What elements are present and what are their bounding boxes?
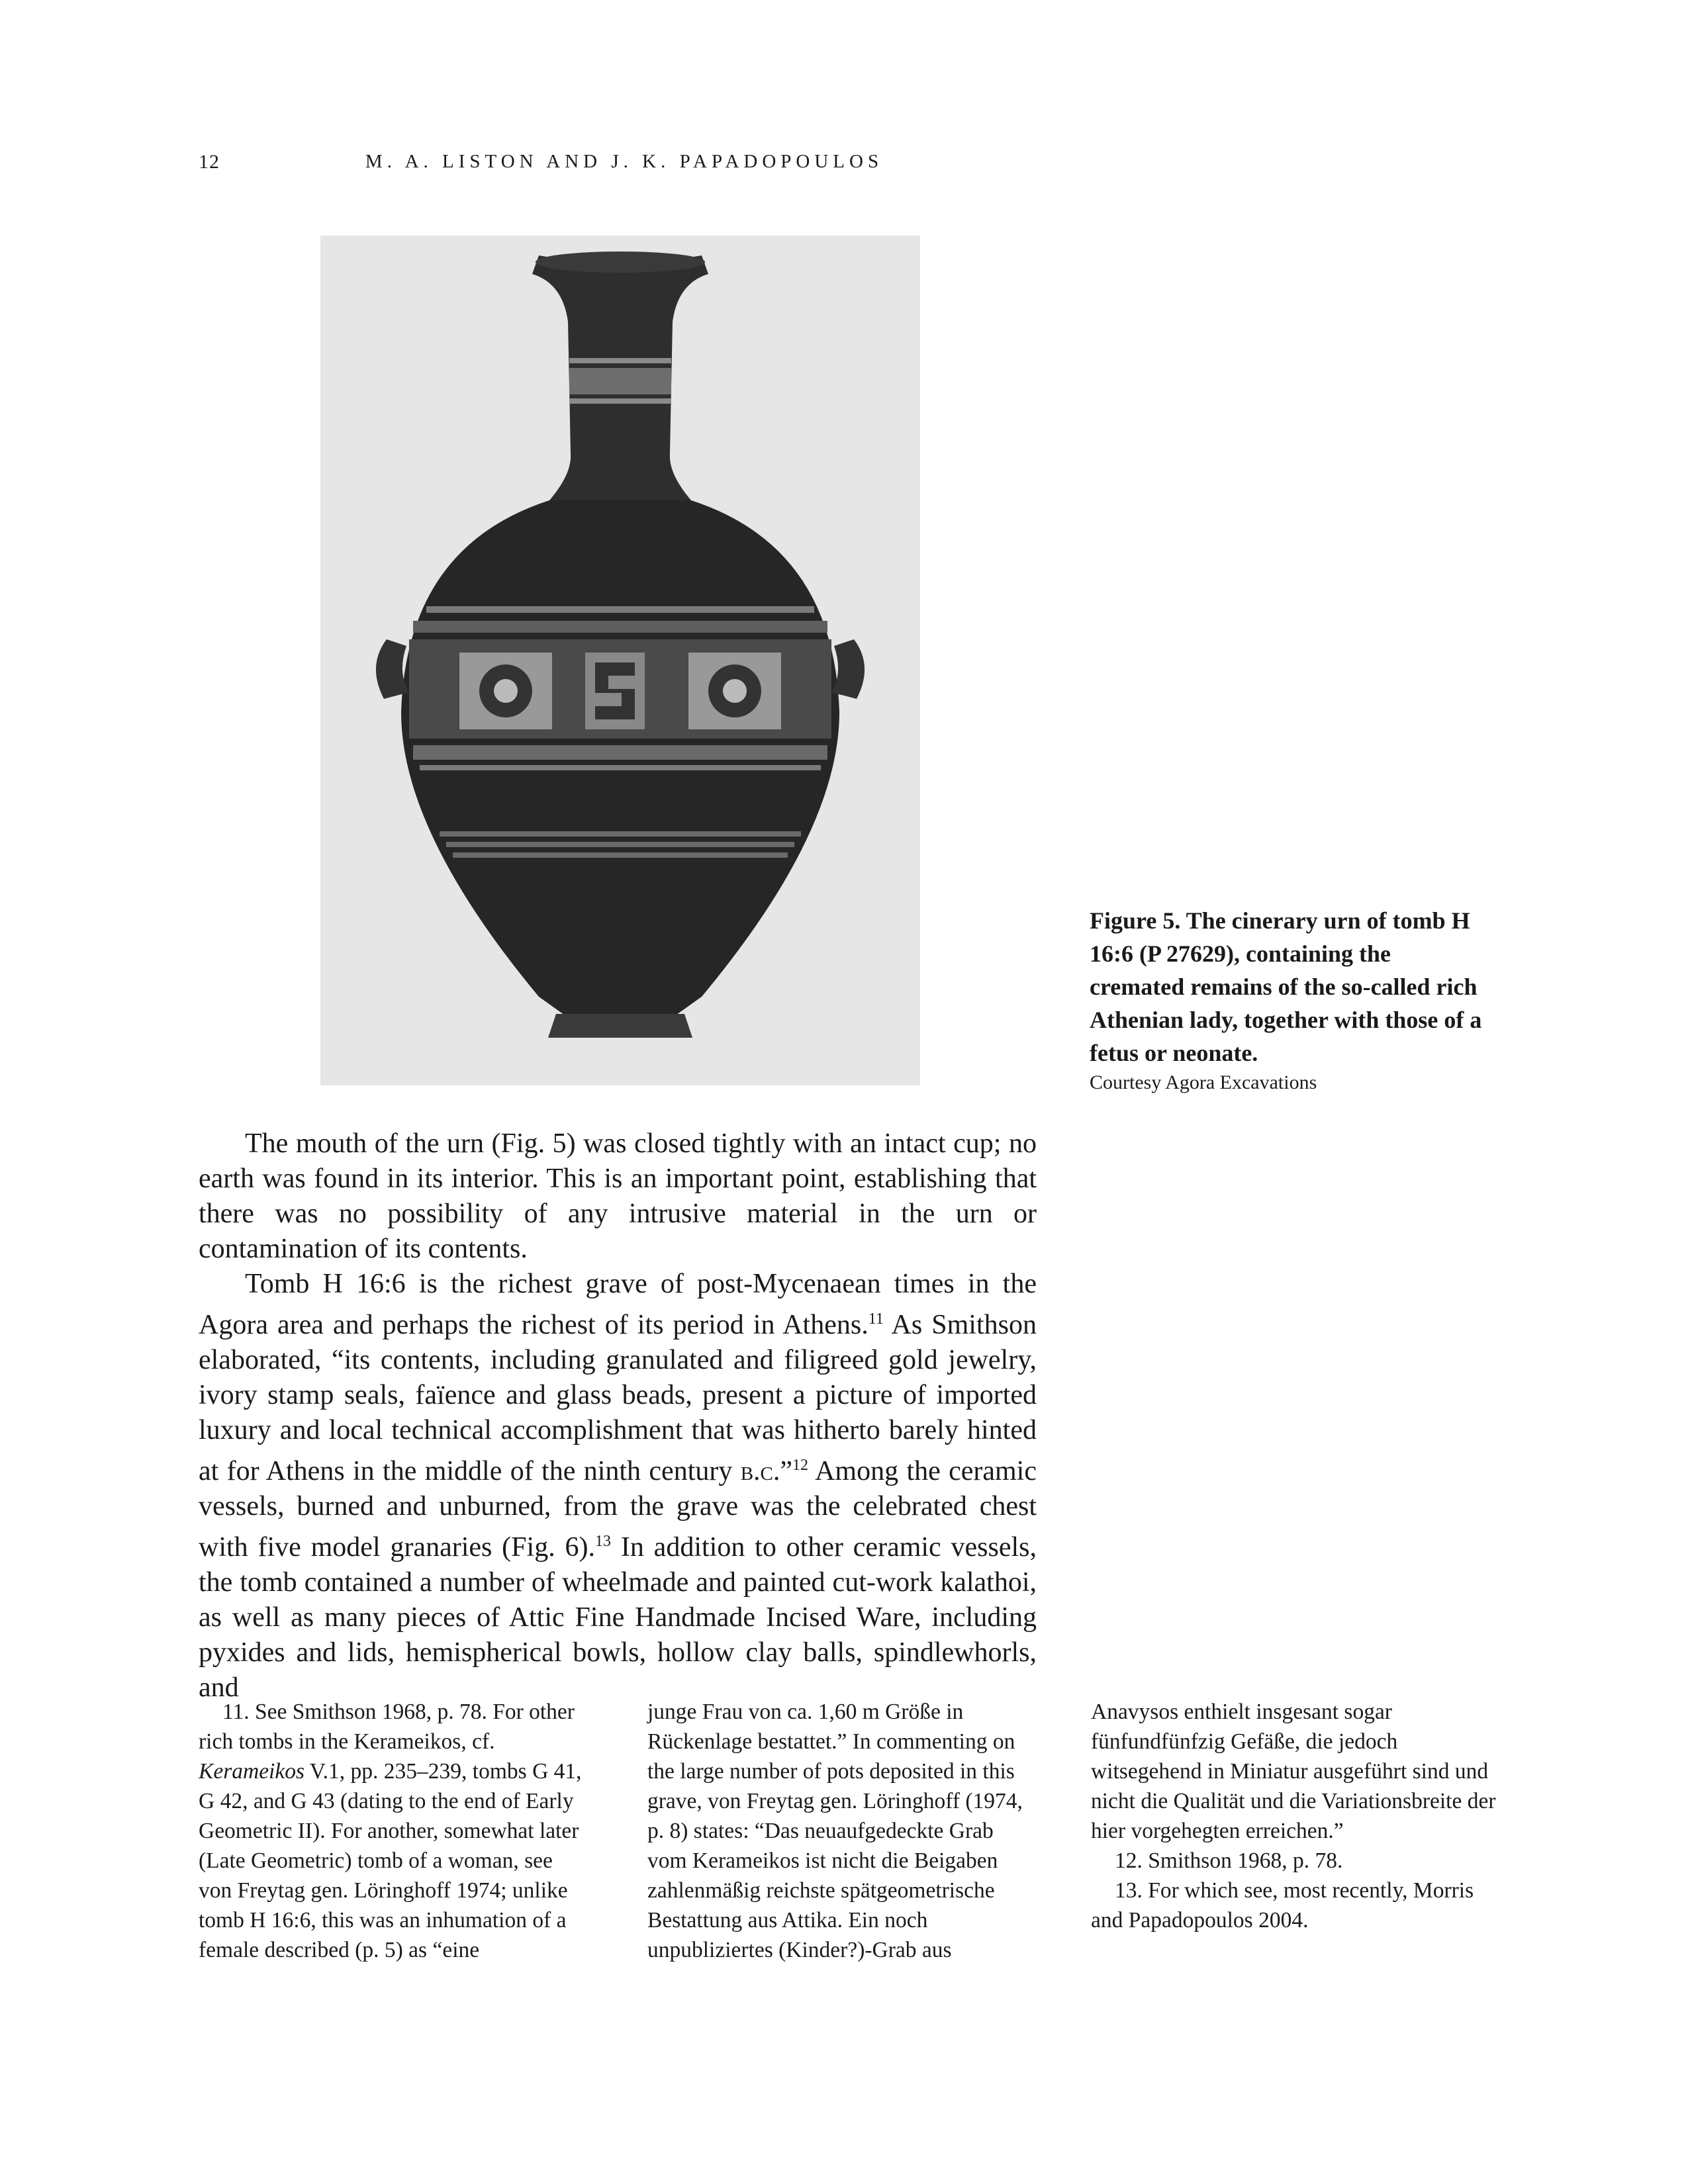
era-abbrev: b.c. [740,1456,780,1486]
footnotes-column-1 [199,1697,583,1965]
page-number: 12 [199,151,220,173]
paragraph-1: The mouth of the urn (Fig. 5) was closed tightly with an intact cup; no earth was found in its interior. This is an important point, establishing that there was no possibility of any intrusive material in the urn or contamination of its contents. [199,1128,1037,1264]
body-text [199,1126,1037,1706]
footnotes-column-2 [647,1697,1031,1965]
footnote-13: 13. For which see, most recently, Morris and Papadopoulos 2004. [1091,1878,1474,1933]
footnote-12: 12. Smithson 1968, p. 78. [1115,1848,1343,1873]
footnote-11 [199,1697,583,1965]
footnote-ref-13[interactable]: 13 [595,1533,612,1550]
footnote-11-b: V.1, pp. 235–239, tombs G 41, G 42, and G 43 (dating to the end of Early Geometric II). For another, somewhat later (Late Geometric) tomb of a woman, see von Freytag gen. Löringhoff 1974; unlike tomb H 16:6, this was an inhumation of a female described (p. 5) as “eine [199,1759,582,1962]
footnote-11-a: 11. See Smithson 1968, p. 78. For other rich tombs in the Kerameikos, cf. [199,1700,575,1754]
paragraph-2-e: In addition to other ceramic vessels, the tomb contained a number of wheelmade and painted cut-work kalathoi, as well as many pieces of Attic Fine Handmade Incised Ware, including pyxides and lids, hemispherical bowls, hollow clay balls, spindlewhorls, and [199,1532,1037,1703]
footnote-ref-11[interactable]: 11 [868,1310,884,1328]
paragraph-2-a: Tomb H 16:6 is the richest grave of post-Mycenaean times in the Agora area and perhaps the richest of its period in Athens. [199,1269,1037,1340]
footnote-11-continued-2: Anavysos enthielt insgesant sogar fünfundfünfzig Gefäße, die jedoch witsegehend in Miniatur ausgeführt sind und nicht die Qualität und die Variationsbreite der hier vorgehegten erreichen.” [1091,1700,1496,1843]
paragraph-2 [199,1267,1037,1706]
running-head-authors: M. A. LISTON AND J. K. PAPADOPOULOS [365,151,884,172]
footnotes-column-3 [1091,1697,1501,1935]
caption-credit: Courtesy Agora Excavations [1090,1071,1317,1093]
footnote-11-italic: Kerameikos [199,1759,305,1784]
running-head [199,151,1050,177]
figure-5-photo [320,236,920,1085]
footnote-11-continued: junge Frau von ca. 1,60 m Größe in Rückenlage bestattet.” In commenting on the large number of pots deposited in this grave, von Freytag gen. Löringhoff (1974, p. 8) states: “Das neuaufgedeckte Grab vom Kerameikos ist nicht die Beigaben zahlenmäßig reichste spätgeometrische Bestattung aus Attika. Ein noch unpubliziertes (Kinder?)-Grab aus [647,1700,1023,1962]
paragraph-2-b: As Smithson elaborated, “its contents, including granulated and filigreed gold jewelry, ivory stamp seals, faïence and glass beads, present a picture of imported luxury and local technical accomplishment that was hitherto barely hinted at for Athens in the middle of the ninth century [199,1310,1037,1486]
figure-caption [1090,904,1487,1096]
paragraph-2-d: Among the ceramic vessels, burned and unburned, from the grave was the celebrated chest with five model granaries (Fig. 6). [199,1456,1037,1563]
paragraph-2-c: ” [780,1456,793,1486]
footnote-ref-12[interactable]: 12 [792,1457,809,1474]
caption-title: Figure 5. The cinerary urn of tomb H 16:6 (P 27629), containing the cremated remains of the so-called rich Athenian lady, together with those of a fetus or neonate. [1090,907,1482,1066]
amphora-illustration [320,236,920,1085]
